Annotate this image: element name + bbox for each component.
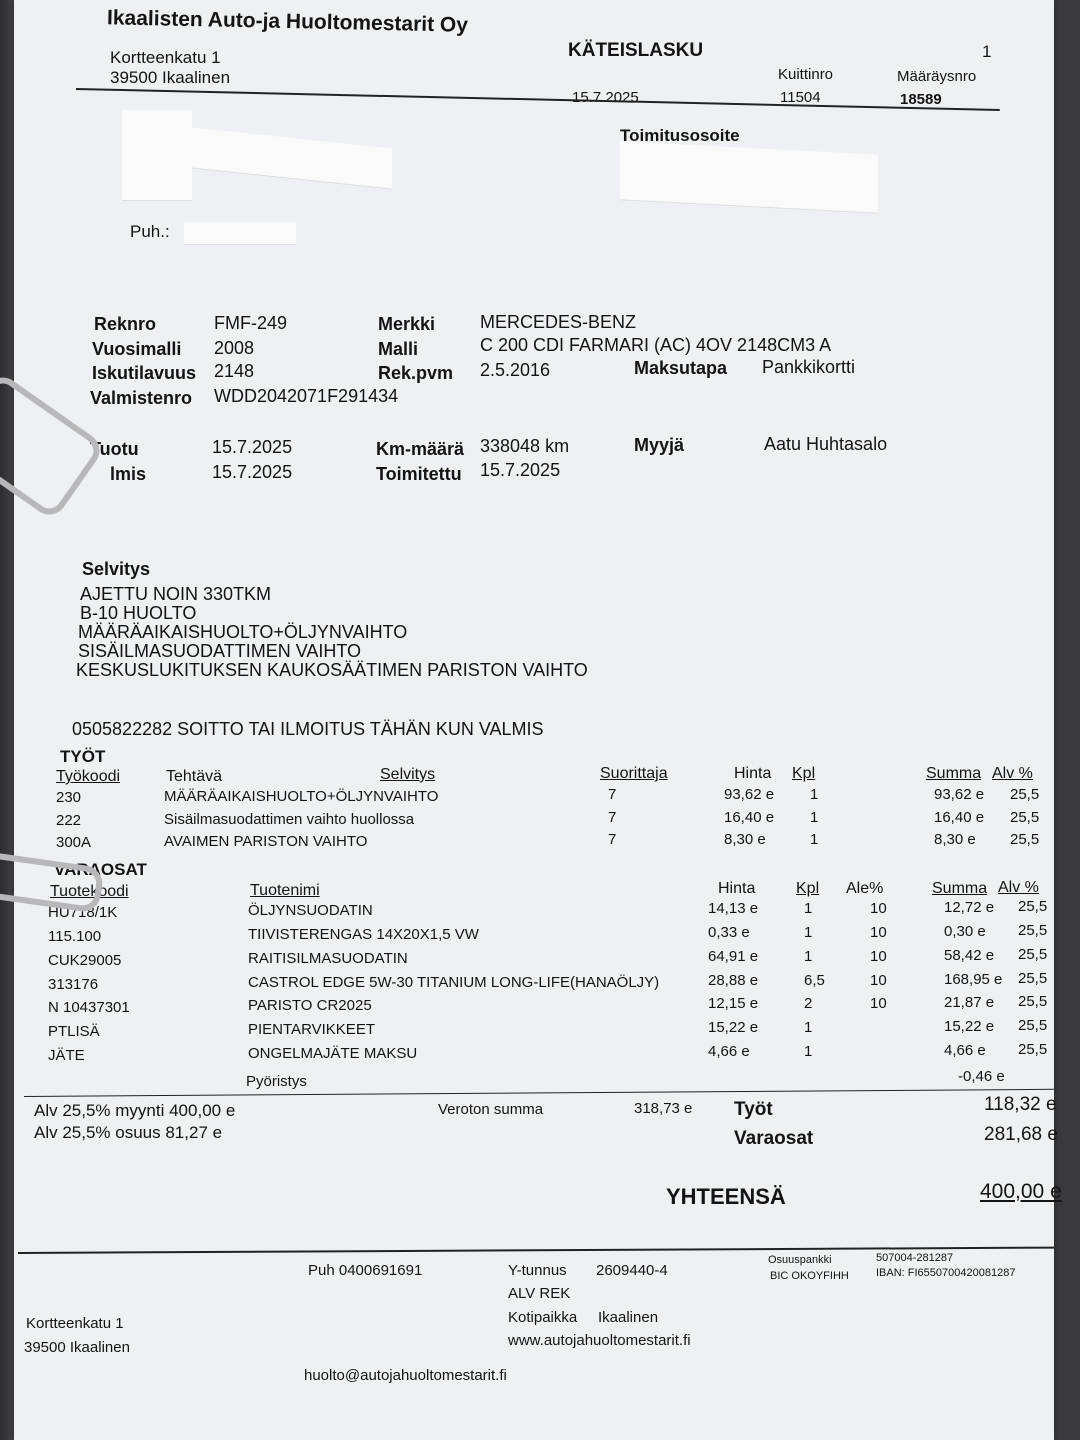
tyot-header-kpl: Kpl <box>792 765 816 782</box>
varaosat-header-koodi: Tuotekoodi <box>50 883 129 900</box>
part-discount: 10 <box>870 948 887 965</box>
tyot-header-selvitys: Selvitys <box>380 766 436 783</box>
part-name: ÖLJYNSUODATIN <box>248 902 373 919</box>
part-vat: 25,5 <box>1018 898 1048 915</box>
toimitettu-label: Toimitettu <box>376 464 462 484</box>
selvitys-line: B-10 HUOLTO <box>80 603 197 623</box>
toimitusosoite-label: Toimitusosoite <box>620 126 740 145</box>
tyot-performer: 7 <box>608 809 617 826</box>
part-name: PIENTARVIKKEET <box>248 1021 375 1038</box>
reknro-label: Reknro <box>94 314 157 334</box>
merkki-value: MERCEDES-BENZ <box>480 312 637 332</box>
selvitys-line: SISÄILMASUODATTIMEN VAIHTO <box>78 641 362 661</box>
part-discount: 10 <box>870 900 887 917</box>
yhteensa-value: 400,00 e <box>980 1180 1062 1203</box>
part-code: HU718/1K <box>48 904 118 921</box>
iskutilavuus-label: Iskutilavuus <box>92 363 197 383</box>
merkki-label: Merkki <box>378 314 436 334</box>
part-sum: 0,30 e <box>944 923 986 940</box>
varaosat-header-nimi: Tuotenimi <box>250 882 320 899</box>
part-code: JÄTE <box>48 1047 85 1064</box>
part-price: 15,22 e <box>708 1019 759 1036</box>
tyot-performer: 7 <box>608 786 617 803</box>
vuosimalli-label: Vuosimalli <box>92 339 182 359</box>
selvitys-line: KESKUSLUKITUKSEN KAUKOSÄÄTIMEN PARISTON VAIHTO <box>76 660 588 680</box>
tyot-total-label: Työt <box>734 1099 773 1120</box>
part-sum: 168,95 e <box>944 971 1003 988</box>
tyot-code: 300A <box>56 834 92 851</box>
tyot-code: 222 <box>56 812 82 829</box>
kuitti-label: Kuittinro <box>778 66 834 83</box>
part-qty: 2 <box>804 995 813 1012</box>
kotipaikka-label: Kotipaikka <box>508 1309 578 1326</box>
tyot-vat: 25,5 <box>1010 809 1040 826</box>
tyot-header-tehtava: Tehtävä <box>166 768 223 785</box>
km-label: Km-määrä <box>376 439 465 459</box>
part-name: PARISTO CR2025 <box>248 997 372 1014</box>
kotipaikka-value: Ikaalinen <box>598 1309 659 1326</box>
selvitys-line: MÄÄRÄAIKAISHUOLTO+ÖLJYNVAIHTO <box>78 622 408 642</box>
tyot-header-summa: Summa <box>926 765 982 782</box>
rekpvm-value: 2.5.2016 <box>480 360 551 380</box>
tyot-header-alv: Alv % <box>992 765 1033 782</box>
part-discount: 10 <box>870 924 887 941</box>
invoice-sheet <box>14 0 1062 1440</box>
iskutilavuus-value: 2148 <box>214 361 255 381</box>
part-vat: 25,5 <box>1018 1017 1048 1034</box>
part-vat: 25,5 <box>1018 970 1048 987</box>
tyot-task: MÄÄRÄAIKAISHUOLTO+ÖLJYNVAIHTO <box>164 788 439 805</box>
malli-value: C 200 CDI FARMARI (AC) 4OV 2148CM3 A <box>480 335 832 355</box>
part-qty: 1 <box>804 900 813 917</box>
part-sum: 58,42 e <box>944 947 995 964</box>
footer-street: Kortteenkatu 1 <box>26 1315 124 1332</box>
part-qty: 1 <box>804 1043 813 1060</box>
tyot-title: TYÖT <box>60 747 106 766</box>
tyot-sum: 16,40 e <box>934 809 985 826</box>
footer-city: 39500 Ikaalinen <box>24 1339 130 1356</box>
tyot-sum: 93,62 e <box>934 786 985 803</box>
part-price: 0,33 e <box>708 924 750 941</box>
tuotu-value: 15.7.2025 <box>212 437 293 457</box>
maksutapa-label: Maksutapa <box>634 358 728 378</box>
part-sum: 15,22 e <box>944 1018 995 1035</box>
part-discount: 10 <box>870 995 887 1012</box>
maksutapa-value: Pankkikortti <box>762 357 856 377</box>
part-qty: 1 <box>804 924 813 941</box>
pyoristys-value: -0,46 e <box>958 1068 1005 1085</box>
varaosat-total-label: Varaosat <box>734 1128 814 1149</box>
maarays-label: Määräysnro <box>897 68 977 85</box>
tyot-total-value: 118,32 e <box>984 1094 1057 1115</box>
part-name: ONGELMAJÄTE MAKSU <box>248 1045 418 1062</box>
iban: IBAN: FI6550700420081287 <box>876 1267 1016 1279</box>
bank-name: Osuuspankki <box>768 1254 832 1266</box>
pyoristys-label: Pyöristys <box>246 1073 307 1090</box>
varaosat-title: VARAOSAT <box>54 860 147 879</box>
part-vat: 25,5 <box>1018 946 1048 963</box>
vuosimalli-value: 2008 <box>214 338 255 358</box>
km-value: 338048 km <box>480 436 570 456</box>
tuotu-label: Tuotu <box>90 439 139 459</box>
tyot-qty: 1 <box>810 831 819 848</box>
invoice-date: 15.7.2025 <box>572 89 639 106</box>
tyot-qty: 1 <box>810 786 819 803</box>
rekpvm-label: Rek.pvm <box>378 363 454 383</box>
company-street: Kortteenkatu 1 <box>110 48 221 67</box>
myyja-label: Myyjä <box>634 435 685 455</box>
kuitti-number: 11504 <box>780 89 821 106</box>
selvitys-line: AJETTU NOIN 330TKM <box>80 584 272 604</box>
tyot-header-koodi: Työkoodi <box>56 768 121 785</box>
part-code: N 10437301 <box>48 999 130 1016</box>
valmistenro-label: Valmistenro <box>90 388 193 408</box>
part-code: PTLISÄ <box>48 1023 100 1040</box>
tyot-performer: 7 <box>608 831 617 848</box>
tyot-header-hinta: Hinta <box>734 765 772 782</box>
maarays-number: 18589 <box>900 91 942 108</box>
part-code: 115.100 <box>48 928 102 945</box>
part-price: 12,15 e <box>708 995 759 1012</box>
page-number: 1 <box>982 42 992 61</box>
part-price: 64,91 e <box>708 948 759 965</box>
veroton-value: 318,73 e <box>634 1100 693 1117</box>
part-sum: 4,66 e <box>944 1042 986 1059</box>
email-link[interactable]: huolto@autojahuoltomestarit.fi <box>304 1367 507 1384</box>
part-price: 28,88 e <box>708 972 759 989</box>
ytunnus-value: 2609440-4 <box>596 1262 668 1279</box>
totals-rule <box>24 1089 1054 1097</box>
tyot-price: 8,30 e <box>724 831 766 848</box>
redacted-address-block <box>192 127 392 189</box>
bank-account: 507004-281287 <box>876 1252 954 1264</box>
redacted-delivery-address <box>620 141 878 214</box>
phone-note: 0505822282 SOITTO TAI ILMOITUS TÄHÄN KUN VALMIS <box>72 719 544 739</box>
valmistenro-value: WDD2042071F291434 <box>214 386 399 406</box>
bic: BIC OKOYFIHH <box>770 1270 849 1282</box>
tyot-price: 93,62 e <box>724 786 775 803</box>
part-sum: 21,87 e <box>944 994 995 1011</box>
part-sum: 12,72 e <box>944 899 995 916</box>
phone-label: Puh.: <box>130 222 170 241</box>
company-city: 39500 Ikaalinen <box>110 68 231 87</box>
valmis-value: 15.7.2025 <box>212 462 293 482</box>
redacted-phone <box>184 222 296 245</box>
part-vat: 25,5 <box>1018 1041 1048 1058</box>
part-vat: 25,5 <box>1018 922 1048 939</box>
myyja-value: Aatu Huhtasalo <box>764 434 888 454</box>
tyot-task: Sisäilmasuodattimen vaihto huollossa <box>164 811 415 828</box>
varaosat-header-alv: Alv % <box>998 879 1039 896</box>
varaosat-header-summa: Summa <box>932 880 988 897</box>
malli-label: Malli <box>378 339 419 359</box>
veroton-label: Veroton summa <box>438 1101 544 1118</box>
part-price: 14,13 e <box>708 900 759 917</box>
part-code: 313176 <box>48 976 99 993</box>
tyot-sum: 8,30 e <box>934 831 976 848</box>
alv-osuus: Alv 25,5% osuus 81,27 e <box>34 1123 223 1142</box>
varaosat-header-ale: Ale% <box>846 880 884 897</box>
alv-myynti: Alv 25,5% myynti 400,00 e <box>34 1101 236 1120</box>
part-discount: 10 <box>870 972 887 989</box>
varaosat-header-hinta: Hinta <box>718 880 756 897</box>
tyot-vat: 25,5 <box>1010 786 1040 803</box>
tyot-price: 16,40 e <box>724 809 775 826</box>
part-qty: 6,5 <box>804 972 825 989</box>
part-price: 4,66 e <box>708 1043 750 1060</box>
website-link[interactable]: www.autojahuoltomestarit.fi <box>508 1332 691 1349</box>
header-rule <box>76 88 1000 111</box>
tyot-vat: 25,5 <box>1010 831 1040 848</box>
part-vat: 25,5 <box>1018 993 1048 1010</box>
part-name: CASTROL EDGE 5W-30 TITANIUM LONG-LIFE(HANAÖLJY) <box>248 974 660 991</box>
yhteensa-label: YHTEENSÄ <box>666 1184 786 1209</box>
tyot-task: AVAIMEN PARISTON VAIHTO <box>164 833 368 850</box>
tyot-qty: 1 <box>810 809 819 826</box>
part-name: TIIVISTERENGAS 14X20X1,5 VW <box>248 926 479 943</box>
tyot-header-suorittaja: Suorittaja <box>600 765 668 782</box>
redacted-name-block <box>122 110 192 201</box>
part-name: RAITISILMASUODATIN <box>248 950 408 967</box>
valmis-label: lmis <box>110 464 147 484</box>
footer-phone: Puh 0400691691 <box>308 1262 423 1279</box>
part-qty: 1 <box>804 948 813 965</box>
varaosat-total-value: 281,68 e <box>984 1124 1058 1145</box>
tyot-code: 230 <box>56 789 82 806</box>
alv-rek: ALV REK <box>508 1285 571 1302</box>
ytunnus-label: Y-tunnus <box>508 1262 567 1279</box>
selvitys-title: Selvitys <box>82 559 151 579</box>
toimitettu-value: 15.7.2025 <box>480 460 561 480</box>
reknro-value: FMF-249 <box>214 313 288 333</box>
part-code: CUK29005 <box>48 952 122 969</box>
company-name: Ikaalisten Auto-ja Huoltomestarit Oy <box>106 6 469 37</box>
part-qty: 1 <box>804 1019 813 1036</box>
document-title: KÄTEISLASKU <box>568 40 704 61</box>
varaosat-header-kpl: Kpl <box>796 880 820 897</box>
